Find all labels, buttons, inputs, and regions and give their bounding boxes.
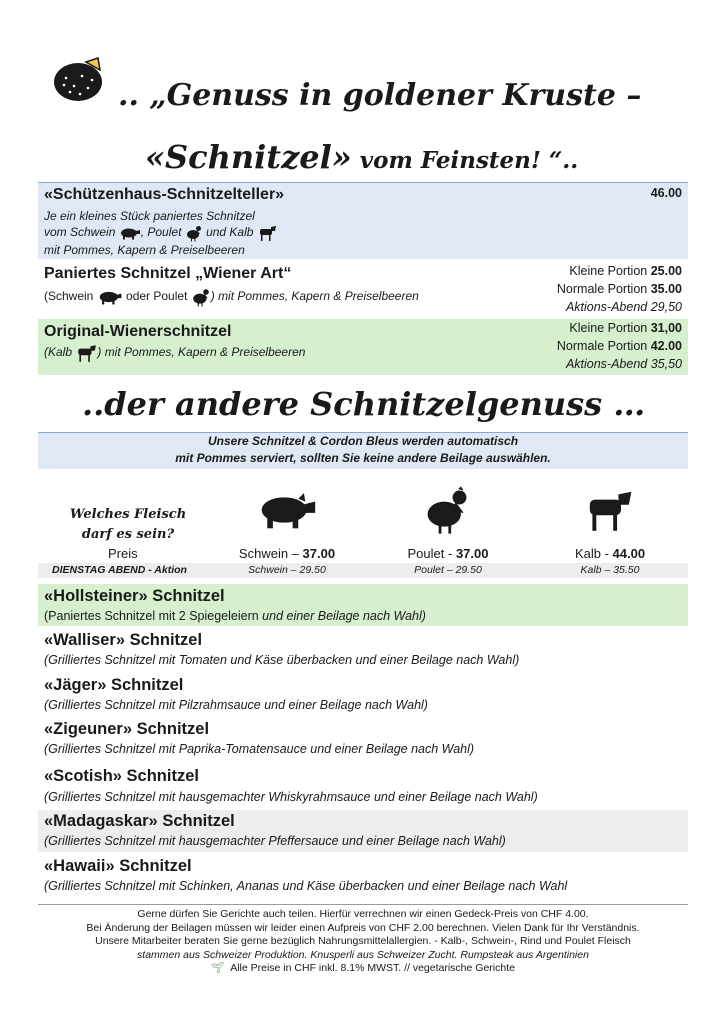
header-vom-feinsten: vom Feinsten! “.. [351,147,579,174]
desc-part: und Kalb [202,225,257,240]
item-desc: (Grilliertes Schnitzel mit Tomaten und Käse überbacken und einer Beilage nach Wahl) [44,653,520,667]
meat-col-schwein [212,546,362,561]
notice-line2: mit Pommes serviert, sollten Sie keine andere Beilage auswählen. [175,451,551,465]
footer-line3: Unsere Mitarbeiter beraten Sie gerne bezüglich Nahrungsmittelallergien. - Kalb-, Schwein-, Rind und Poulet Fleisch [95,935,631,948]
meat-price: 37.00 [302,546,336,561]
item-price: 46.00 [650,186,682,200]
pig-icon [97,289,123,305]
price-small [569,321,682,335]
action-poulet: Poulet – 29.50 [414,564,482,576]
desc-part: , Poulet [140,225,185,240]
notice-line1: Unsere Schnitzel & Cordon Bleus werden automatisch [207,434,519,448]
meat-col-poulet [373,546,523,561]
action-row [38,563,688,578]
price-small [569,264,682,278]
notice-box [38,432,688,469]
price-value: 35.00 [650,282,682,296]
footer [38,908,688,976]
item-title: «Walliser» Schnitzel [44,631,203,649]
desc-part: und einer Beilage nach Wahl) [262,609,426,623]
footer-divider [38,904,688,905]
meat-col-kalb [535,546,685,561]
calf-icon [257,224,277,242]
section-title: ..der andere Schnitzelgenuss … [82,385,646,423]
price-normal [557,339,682,353]
desc-part: (Kalb [44,345,76,360]
item-desc-line3: mit Pommes, Kapern & Preiselbeeren [44,243,245,257]
chicken-icon [422,484,472,536]
desc-part: vom Schwein [44,225,119,240]
price-label: Preis [108,546,138,561]
question-line2: darf es sein? [81,527,175,542]
item-desc-line1: Je ein kleines Stück paniertes Schnitzel [44,209,255,223]
question-line1: Welches Fleisch [69,507,187,522]
item-desc: (Grilliertes Schnitzel mit Schinken, Ananas und Käse überbacken und einer Beilage nach Wahl [44,879,568,893]
chicken-icon [185,224,203,242]
item-title: «Zigeuner» Schnitzel [44,720,210,738]
item-desc: (Grilliertes Schnitzel mit hausgemachter Whiskyrahmsauce und einer Beilage nach Wahl) [44,790,538,804]
item-desc-line2 [44,224,277,242]
pig-icon [256,490,318,530]
vegetarian-icon: 🌱︎ [211,962,225,975]
item-title: «Hawaii» Schnitzel [44,857,192,875]
action-schwein: Schwein – 29.50 [248,564,326,576]
price-action: Aktions-Abend 35,50 [565,357,682,371]
price-value: 25.00 [650,264,682,278]
meat-question [58,505,198,545]
menu-item-schuetzenhaus [38,182,688,259]
calf-icon [582,486,634,534]
menu-item-jaeger [38,673,688,715]
item-title: «Jäger» Schnitzel [44,676,184,694]
pig-icon [119,226,141,240]
item-desc: (Grilliertes Schnitzel mit hausgemachter Pfeffersauce und einer Beilage nach Wahl) [44,834,506,848]
schnitzel-logo-icon [52,52,108,104]
header-schnitzel: «Schnitzel» [145,138,352,176]
header-line-2 [145,138,578,176]
footer-line5-text: Alle Preise in CHF inkl. 8.1% MWST. // vegetarische Gerichte [230,962,515,975]
price-value: 31,00 [650,321,682,335]
calf-icon [75,343,97,363]
item-desc [44,609,426,623]
item-title: «Madagaskar» Schnitzel [44,812,235,830]
desc-part: (Paniertes Schnitzel mit 2 Spiegeleiern [44,609,263,623]
item-desc: (Grilliertes Schnitzel mit Paprika-Tomatensauce und einer Beilage nach Wahl) [44,742,475,756]
desc-part: ) mit Pommes, Kapern & Preiselbeeren [210,289,419,304]
menu-item-wiener-art [38,259,688,317]
menu-item-hawaii [38,854,688,896]
price-label: Kleine Portion [569,321,648,335]
menu-item-original-wiener [38,319,688,375]
item-title: Original-Wienerschnitzel [44,323,232,340]
price-label: Normale Portion [556,282,648,296]
footer-line2: Bei Änderung der Beilagen müssen wir leider einen Aufpreis von CHF 2.00 berechnen. Vielen Dank für Ihr Verständnis. [86,921,640,934]
item-title: «Schützenhaus-Schnitzelteller» [44,186,285,203]
meat-label: Kalb - [574,546,613,561]
desc-part: ) mit Pommes, Kapern & Preiselbeeren [97,345,306,360]
action-kalb: Kalb – 35.50 [580,564,640,576]
header-line-1: .. „Genuss in goldener Kruste – [118,78,642,113]
desc-part: (Schwein [44,289,97,304]
price-label: Kleine Portion [569,264,648,278]
item-title: Paniertes Schnitzel „Wiener Art“ [44,265,292,282]
item-title: «Hollsteiner» Schnitzel [44,587,225,605]
menu-item-walliser [38,628,688,670]
menu-item-zigeuner [38,717,688,759]
desc-part: oder Poulet [122,289,191,304]
price-normal [557,282,682,296]
price-action: Aktions-Abend 29,50 [565,300,682,314]
item-desc [44,287,419,307]
action-label: DIENSTAG ABEND - Aktion [52,564,187,576]
price-label: Normale Portion [556,339,648,353]
item-title: «Scotish» Schnitzel [44,767,199,785]
chicken-icon [191,287,211,307]
price-value: 42.00 [650,339,682,353]
meat-price: 37.00 [455,546,489,561]
item-desc [44,343,305,363]
footer-line5 [38,962,688,976]
menu-item-scotish [38,764,688,806]
menu-item-madagaskar [38,810,688,852]
footer-line1: Gerne dürfen Sie Gerichte auch teilen. Hierfür verrechnen wir einen Gedeck-Preis von CHF 4.00. [137,908,589,920]
item-desc: (Grilliertes Schnitzel mit Pilzrahmsauce und einer Beilage nach Wahl) [44,698,428,712]
meat-price: 44.00 [612,546,646,561]
meat-label: Poulet - [407,546,456,561]
meat-label: Schwein – [238,546,303,561]
footer-line4: stammen aus Schweizer Produktion. Knusperli aus Schweizer Zucht. Rumpsteak aus Argentinien [137,948,589,961]
menu-item-hollsteiner [38,584,688,626]
